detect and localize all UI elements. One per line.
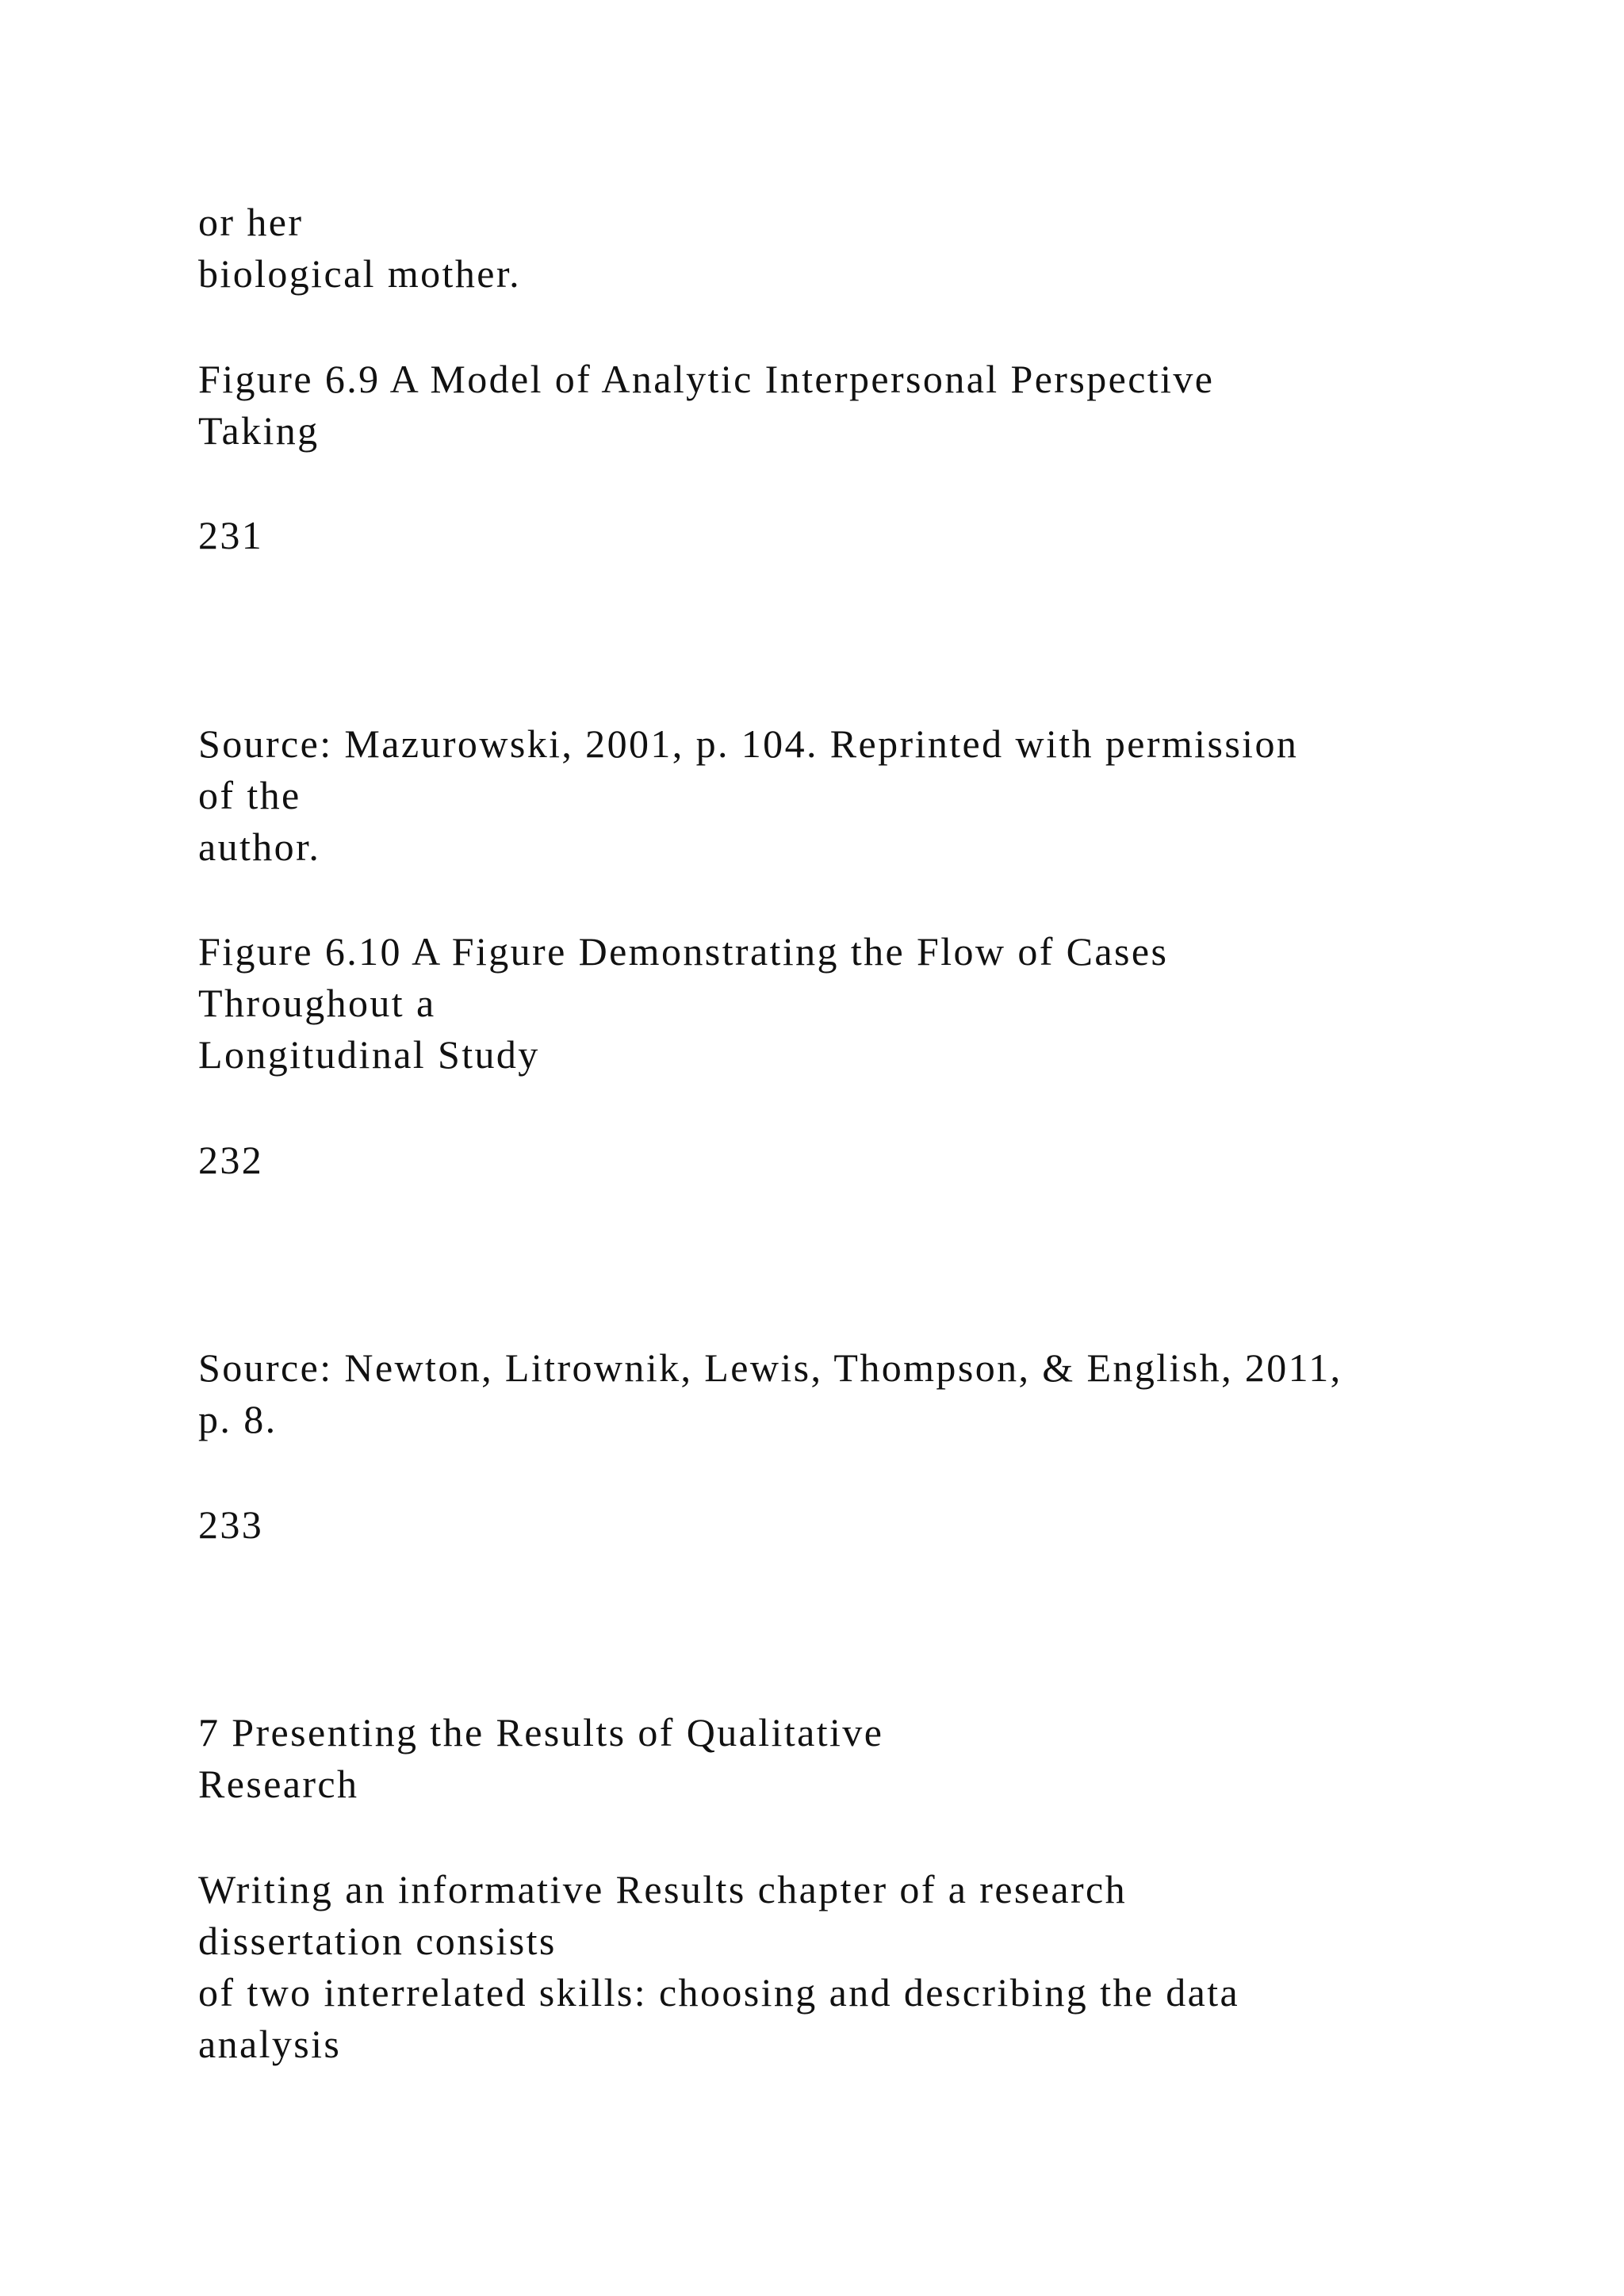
chapter-7-heading-line-2: Research <box>198 1762 359 1806</box>
figure-6-10-caption-line-3: Longitudinal Study <box>198 1032 540 1077</box>
source-mazurowski-line-3: author. <box>198 825 321 869</box>
figure-6-10-caption-line-1: Figure 6.10 A Figure Demonstrating the Flow of Cases <box>198 929 1169 974</box>
text-line-biological-mother: biological mother. <box>198 251 522 296</box>
source-newton-line-2: p. 8. <box>198 1397 278 1441</box>
figure-6-10-caption-line-2: Throughout a <box>198 981 436 1025</box>
chapter-7-heading-line-1: 7 Presenting the Results of Qualitative <box>198 1710 884 1755</box>
body-paragraph-line-1: Writing an informative Results chapter of a research <box>198 1867 1127 1911</box>
body-paragraph-line-2: dissertation consists <box>198 1919 557 1963</box>
page-number-231: 231 <box>198 513 264 557</box>
source-newton-line-1: Source: Newton, Litrownik, Lewis, Thompson, & English, 2011, <box>198 1345 1342 1390</box>
figure-6-9-caption-line-1: Figure 6.9 A Model of Analytic Interpersonal Perspective <box>198 357 1215 401</box>
body-paragraph-line-4: analysis <box>198 2022 342 2066</box>
source-mazurowski-line-1: Source: Mazurowski, 2001, p. 104. Reprinted with permission <box>198 721 1299 766</box>
source-mazurowski-line-2: of the <box>198 773 301 817</box>
page-number-232: 232 <box>198 1138 264 1182</box>
body-paragraph-line-3: of two interrelated skills: choosing and describing the data <box>198 1970 1240 2015</box>
figure-6-9-caption-line-2: Taking <box>198 408 320 453</box>
page-number-233: 233 <box>198 1502 264 1547</box>
text-line-or-her: or her <box>198 200 304 244</box>
